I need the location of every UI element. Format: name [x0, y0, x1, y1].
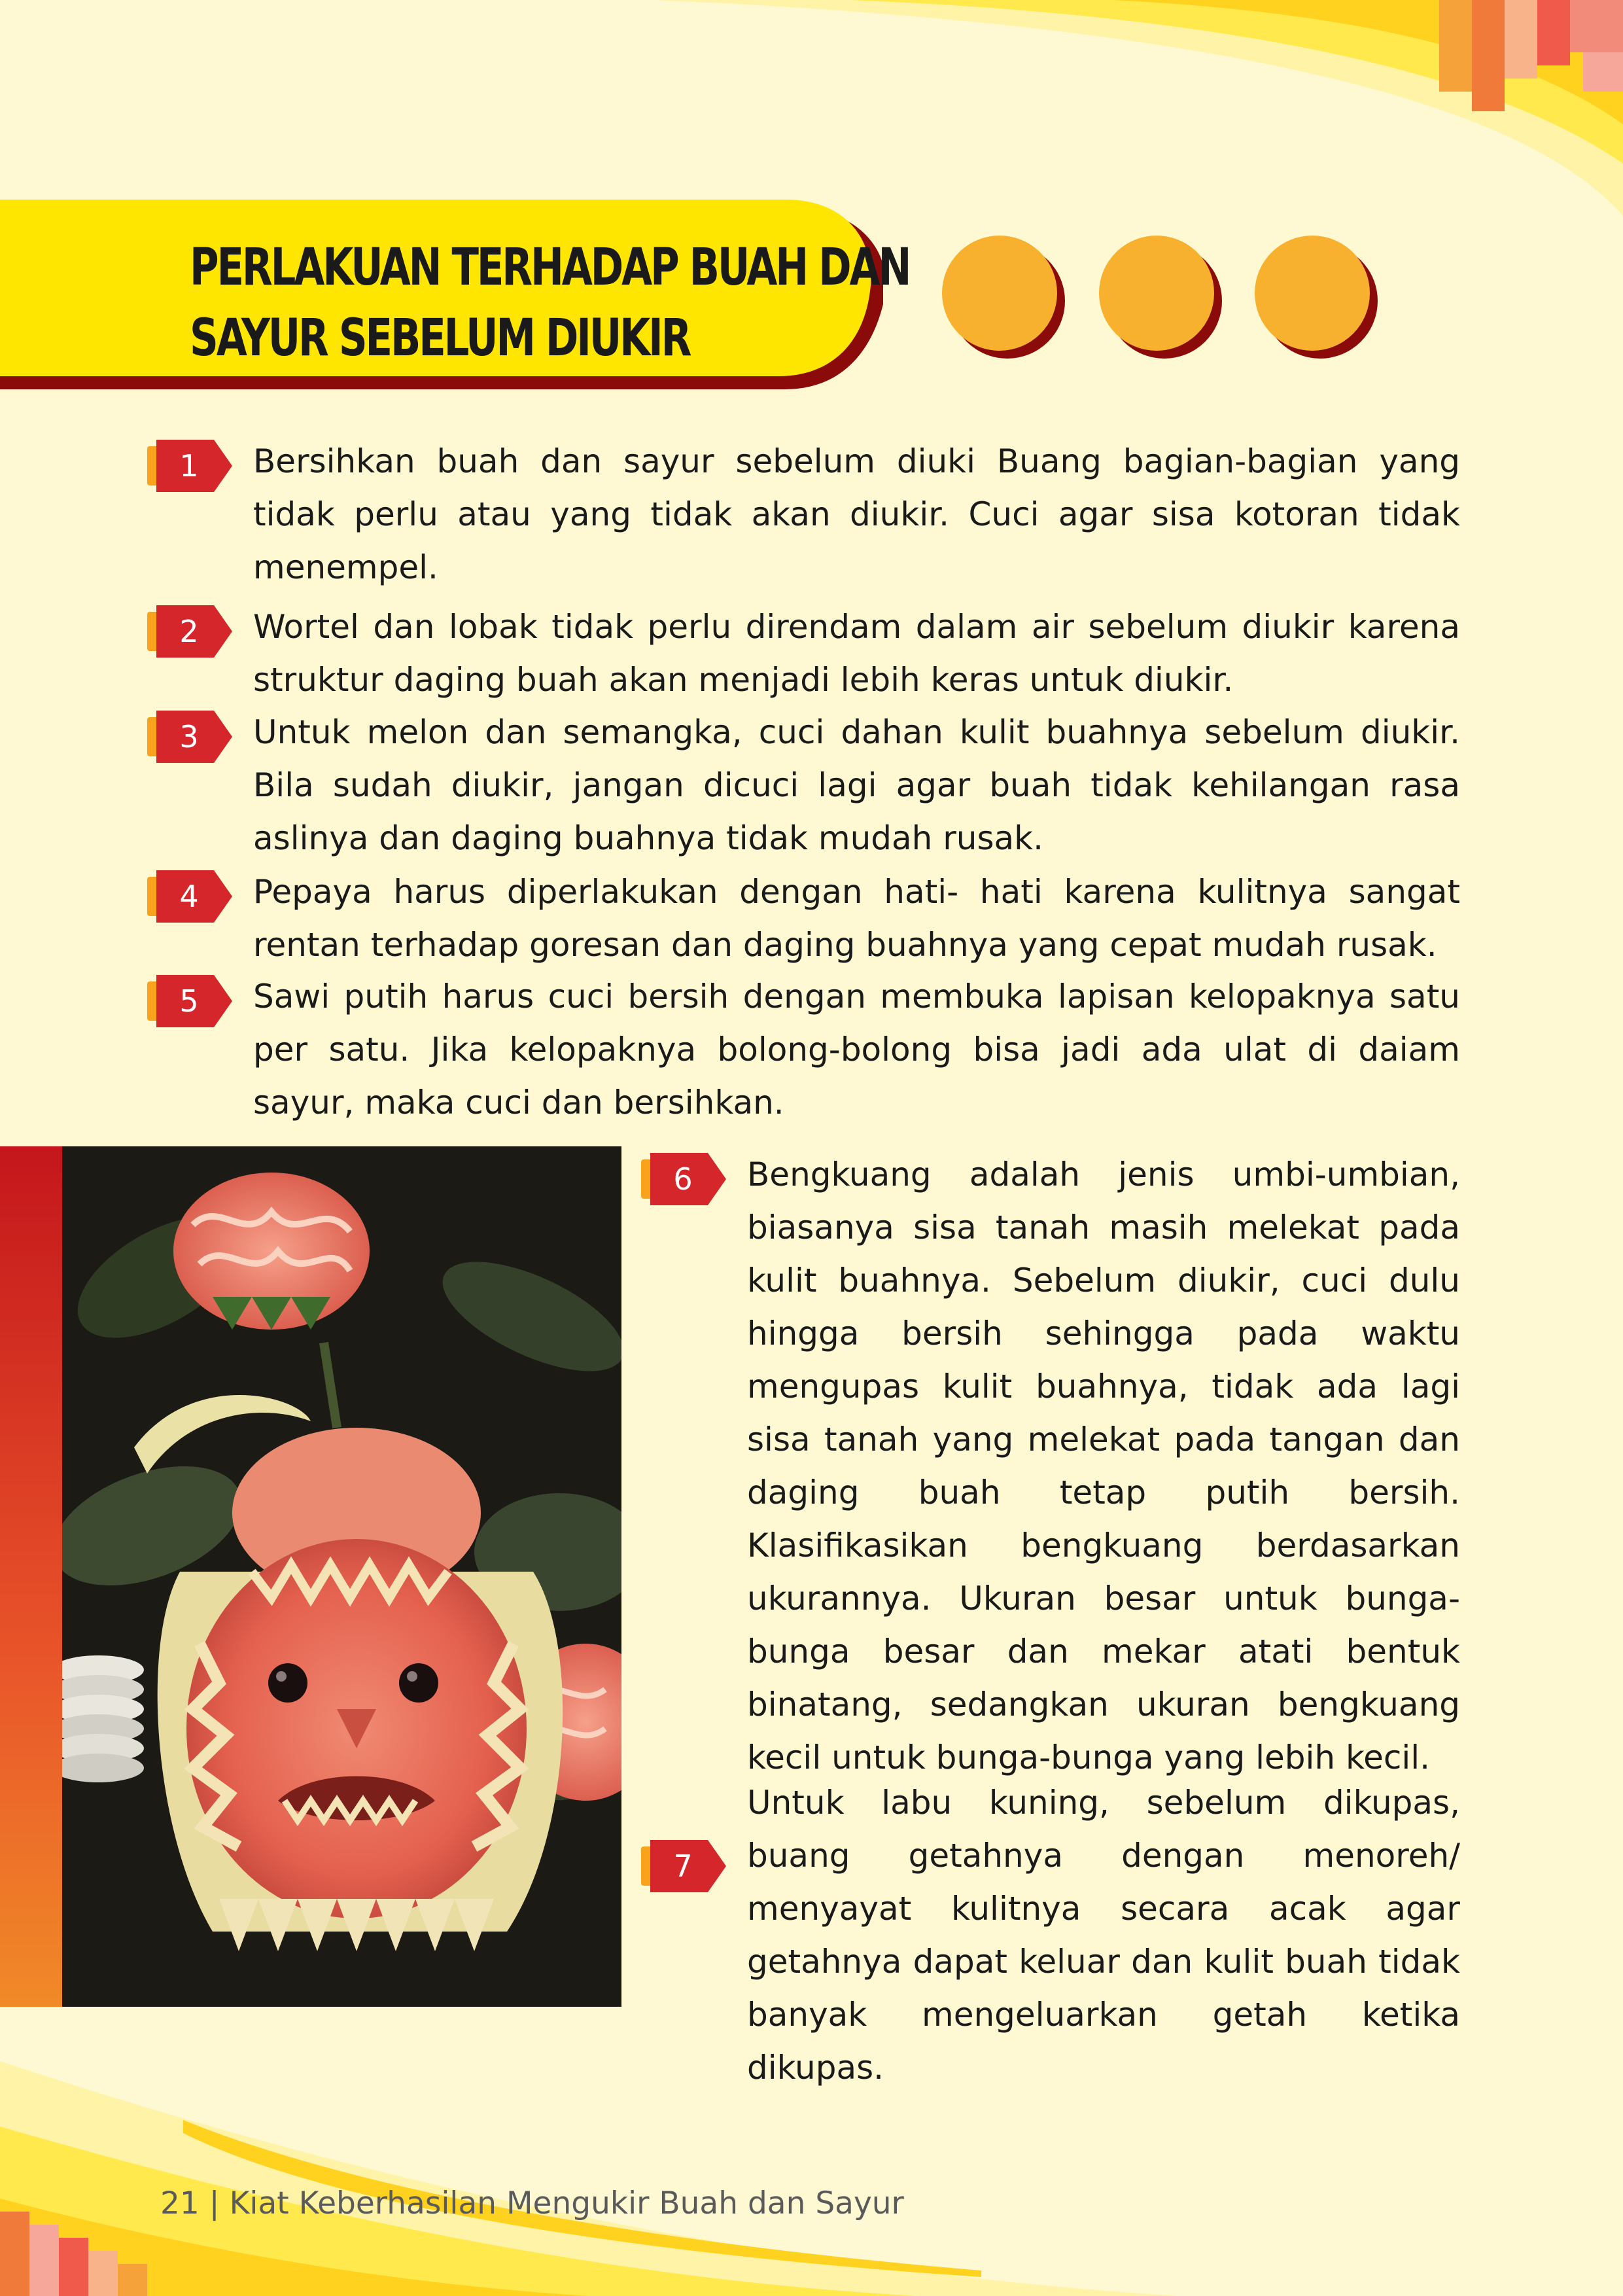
list-item-text: Untuk melon dan semangka, cuci dahan kulit buahnya sebelum diukir. Bila sudah diukir, jangan dicuci lagi agar buah tidak kehilangan rasa aslinya dan daging buahnya tidak mudah rusak.: [253, 713, 1460, 857]
number-badge: [147, 975, 232, 1027]
number-badge-label: 1: [179, 448, 199, 484]
number-badge: [641, 1153, 726, 1205]
number-badge-label: 3: [179, 719, 199, 754]
list-item-text: Pepaya harus diperlakukan dengan hati- hati karena kulitnya sangat rentan terhadap goresan dan daging buahnya yang cepat mudah rusak.: [253, 873, 1460, 964]
footer-separator: |: [209, 2185, 220, 2221]
page-title-line2: SAYUR SEBELUM DIUKIR: [190, 309, 690, 368]
page-footer: [160, 2185, 904, 2221]
carved-watermelon-photo: [62, 1146, 621, 2007]
number-badge: [147, 605, 232, 658]
list-item-text: Untuk labu kuning, sebelum dikupas, buang getahnya dengan menoreh/ menyayat kulitnya secara acak agar getahnya dapat keluar dan kulit buah tidak banyak mengeluarkan getah ketika dikupas.: [747, 1784, 1460, 2087]
number-badge-label: 6: [673, 1161, 693, 1197]
number-badge: [641, 1840, 726, 1892]
list-item-text: Wortel dan lobak tidak perlu direndam dalam air sebelum diukir karena struktur daging buah akan menjadi lebih keras untuk diukir.: [253, 608, 1460, 699]
decorative-dots: [942, 236, 1400, 366]
number-badge-label: 7: [673, 1848, 693, 1884]
page-number: 21: [160, 2185, 200, 2221]
number-badge-label: 4: [179, 879, 199, 914]
list-item-text: Bengkuang adalah jenis umbi-umbian, biasanya sisa tanah masih melekat pada kulit buahnya. Sebelum diukir, cuci dulu hingga bersih sehingga pada waktu mengupas kulit buahnya, tidak ada lagi sisa tanah yang melekat pada tangan dan daging buah tetap putih bersih. Klasifikasikan bengkuang berdasarkan ukurannya. Ukuran besar untuk bunga-bunga besar dan mekar atati bentuk binatang, sedangkan ukuran bengkuang kecil untuk bunga-bunga yang lebih kecil.: [747, 1156, 1460, 1776]
list-item-text: Sawi putih harus cuci bersih dengan membuka lapisan kelopaknya satu per satu. Jika kelopaknya bolong-bolong bisa jadi ada ulat di daiam sayur, maka cuci dan bersihkan.: [253, 978, 1460, 1122]
photo-side-bar: [0, 1146, 62, 2007]
list-item-text: Bersihkan buah dan sayur sebelum diuki Buang bagian-bagian yang tidak perlu atau yang tidak akan diukir. Cuci agar sisa kotoran tidak menempel.: [253, 442, 1460, 586]
number-badge-label: 2: [179, 614, 199, 649]
number-badge: [147, 870, 232, 923]
number-badge-label: 5: [179, 983, 199, 1019]
number-badge: [147, 711, 232, 763]
page-title-line1: PERLAKUAN TERHADAP BUAH DAN: [190, 238, 910, 297]
number-badge: [147, 440, 232, 492]
page-title: [190, 232, 910, 374]
book-title: Kiat Keberhasilan Mengukir Buah dan Sayur: [229, 2185, 904, 2221]
